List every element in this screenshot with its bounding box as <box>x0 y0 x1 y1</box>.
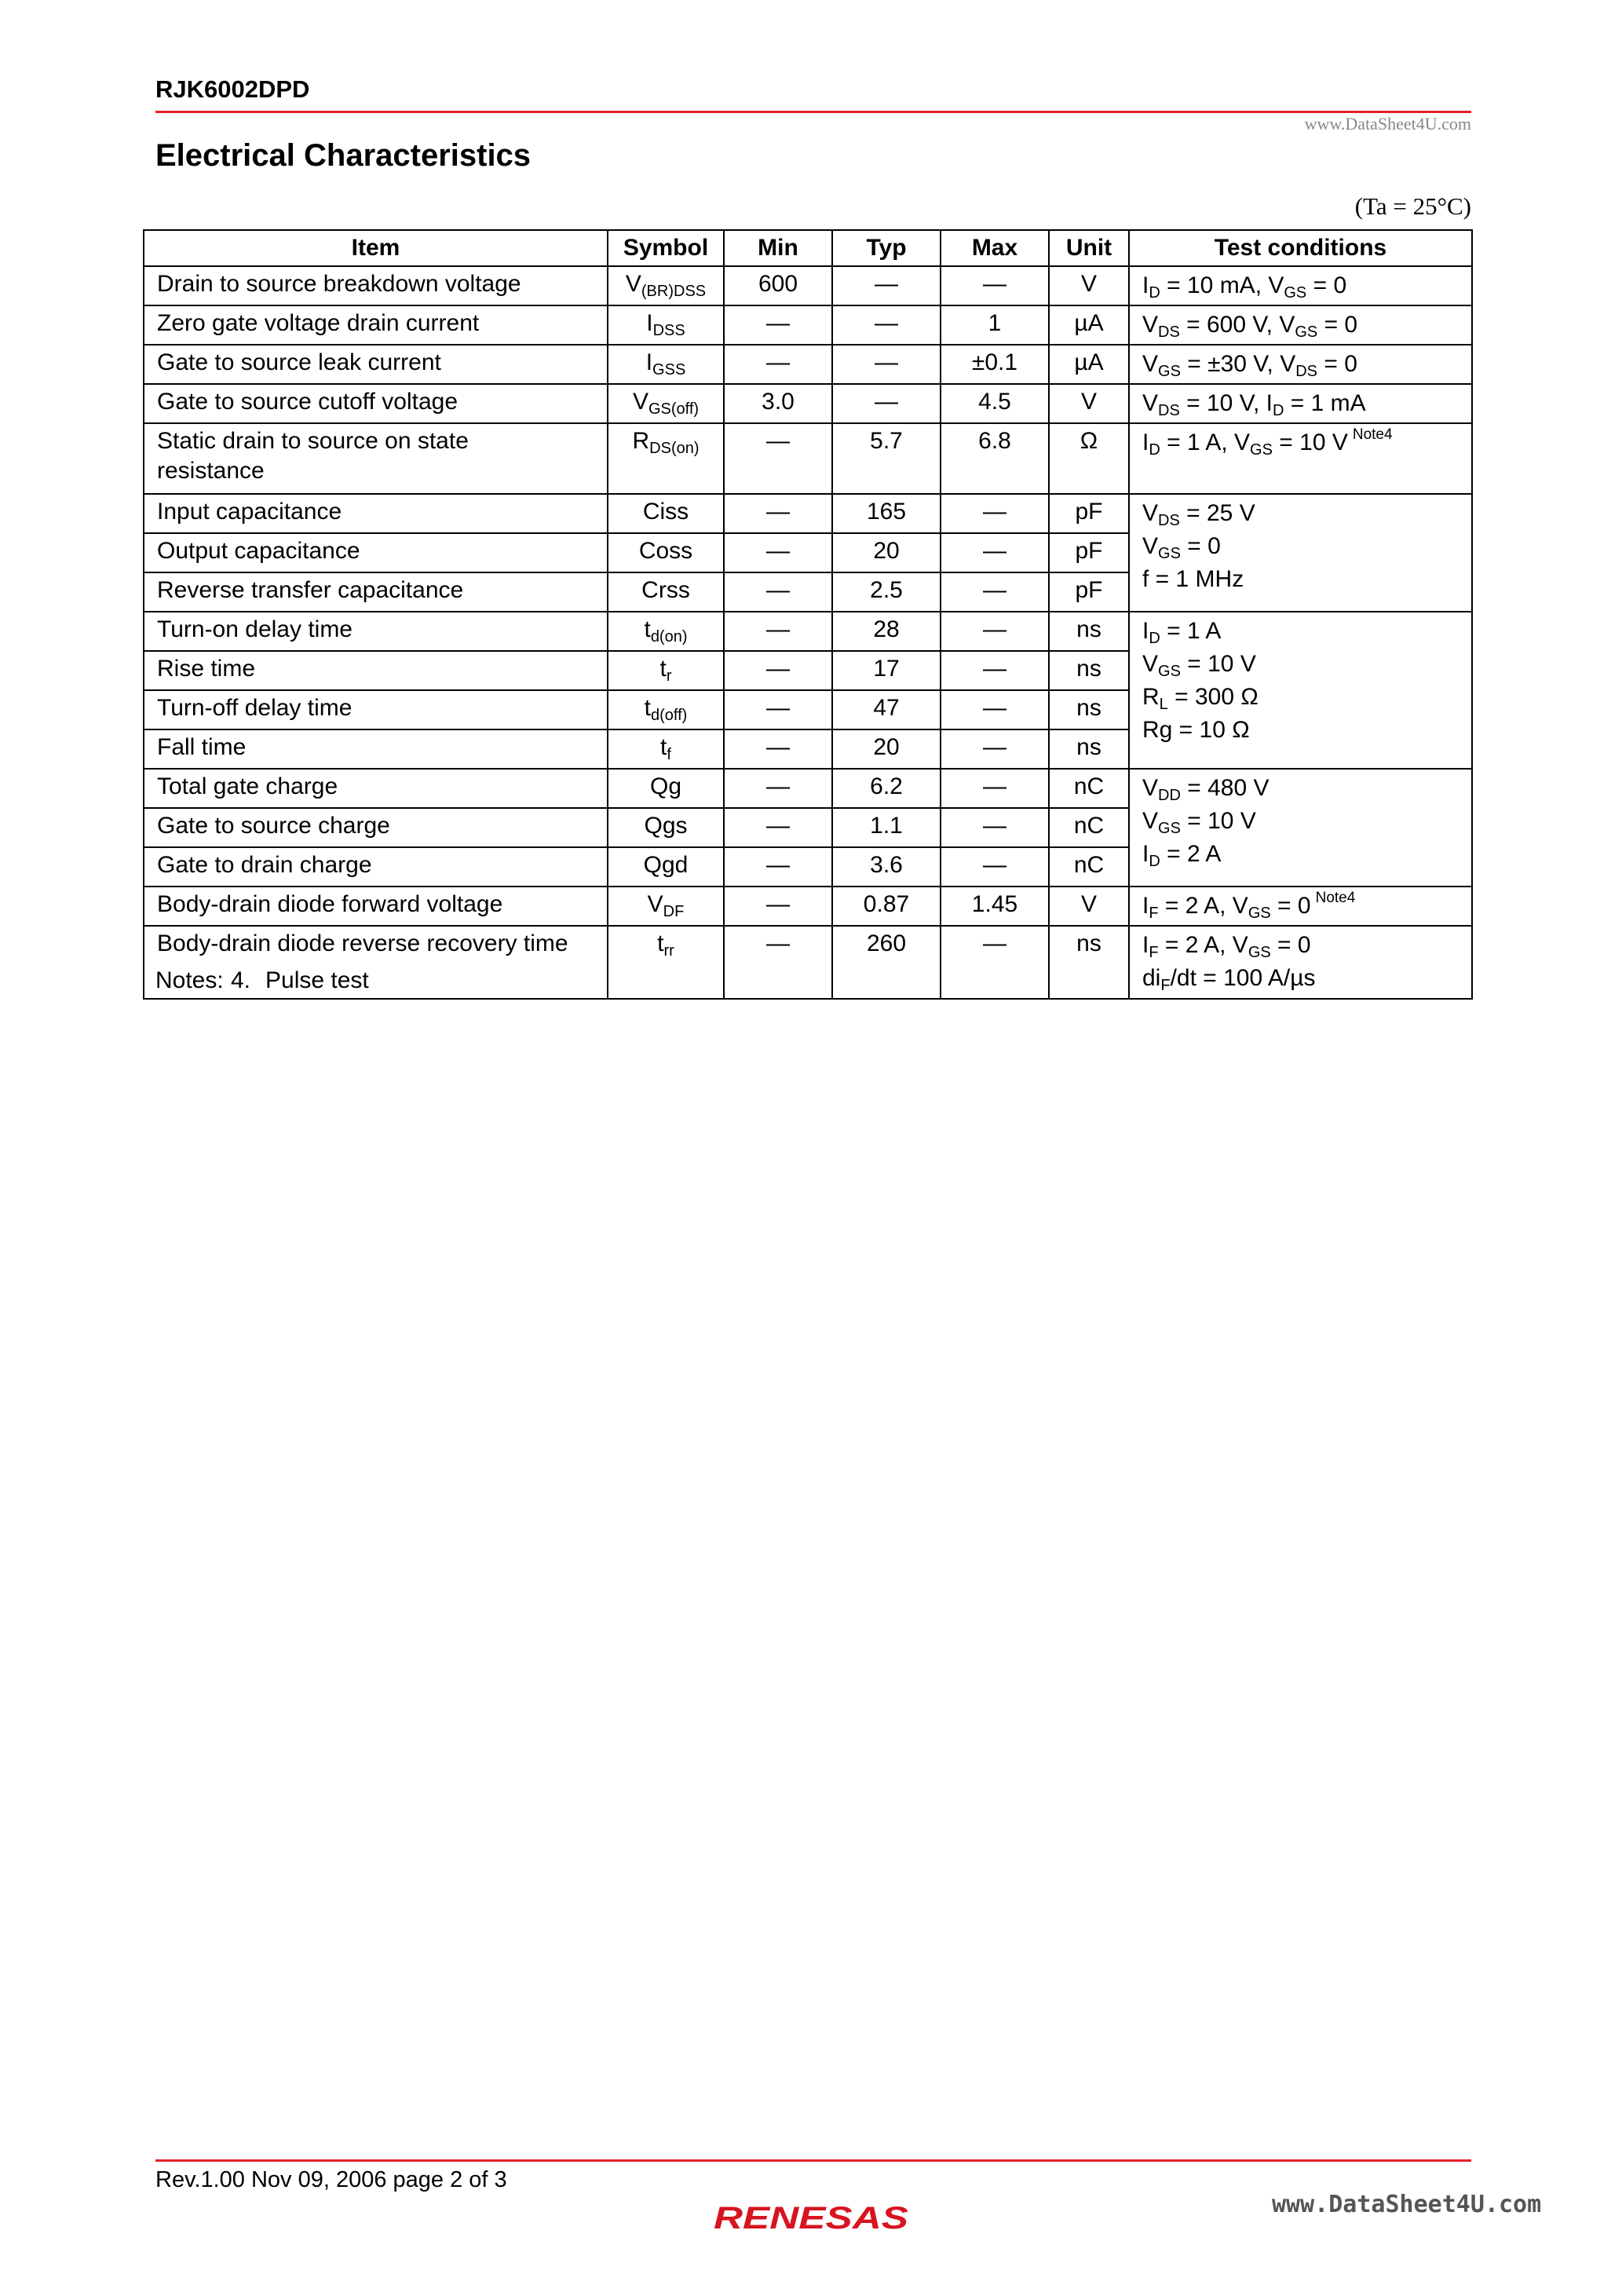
max-cell: — <box>941 651 1049 690</box>
table-row <box>144 612 1472 651</box>
unit-cell: ns <box>1049 651 1129 690</box>
temperature-condition: (Ta = 25°C) <box>1354 192 1471 220</box>
item-cell: Input capacitance <box>144 494 608 533</box>
min-cell: — <box>724 729 832 769</box>
symbol-cell: $t_r$ <box>608 651 724 690</box>
item-cell: Fall time <box>144 729 608 769</box>
symbol-cell: $t_{rr}$ <box>608 926 724 999</box>
unit-cell: pF <box>1049 572 1129 612</box>
symbol-cell: $V_{GS(off)}$ <box>608 384 724 423</box>
table-row <box>144 887 1472 926</box>
typ-cell: — <box>832 384 941 423</box>
max-cell: 6.8 <box>941 423 1049 494</box>
header-max: Max <box>941 230 1049 266</box>
watermark-bottom[interactable]: www.DataSheet4U.com <box>1272 2191 1542 2218</box>
item-cell: Drain to source breakdown voltage <box>144 266 608 305</box>
typ-cell: — <box>832 266 941 305</box>
max-cell: — <box>941 690 1049 729</box>
item-cell: Zero gate voltage drain current <box>144 305 608 345</box>
unit-cell: pF <box>1049 494 1129 533</box>
min-cell: — <box>724 494 832 533</box>
max-cell: — <box>941 808 1049 847</box>
typ-cell: 5.7 <box>832 423 941 494</box>
revision-info: Rev.1.00 Nov 09, 2006 page 2 of 3 <box>155 2167 507 2192</box>
typ-cell: — <box>832 345 941 384</box>
symbol-cell: Ciss <box>608 494 724 533</box>
typ-cell: 6.2 <box>832 769 941 808</box>
condition-cell: $I_F = 2$ A, $V_{GS} = 0$ $di_F/dt = 100$ A/µs <box>1129 926 1472 999</box>
item-cell: Gate to drain charge <box>144 847 608 887</box>
typ-cell: 20 <box>832 729 941 769</box>
min-cell: — <box>724 345 832 384</box>
condition-cell: $V_{DS} = 600$ V, $V_{GS} = 0$ <box>1129 305 1472 345</box>
notes <box>155 967 369 994</box>
symbol-cell: $t_{d(on)}$ <box>608 612 724 651</box>
min-cell: — <box>724 572 832 612</box>
typ-cell: 2.5 <box>832 572 941 612</box>
min-cell: — <box>724 423 832 494</box>
unit-cell: V <box>1049 887 1129 926</box>
unit-cell: V <box>1049 384 1129 423</box>
item-cell: Gate to source leak current <box>144 345 608 384</box>
electrical-characteristics-table <box>143 229 1473 1000</box>
unit-cell: µA <box>1049 305 1129 345</box>
typ-cell: 17 <box>832 651 941 690</box>
symbol-cell: Qgs <box>608 808 724 847</box>
typ-cell: 47 <box>832 690 941 729</box>
unit-cell: µA <box>1049 345 1129 384</box>
unit-cell: pF <box>1049 533 1129 572</box>
table-header-row <box>144 230 1472 266</box>
max-cell: — <box>941 572 1049 612</box>
note-ref: Note4 <box>1315 890 1356 906</box>
min-cell: — <box>724 533 832 572</box>
min-cell: — <box>724 651 832 690</box>
min-cell: — <box>724 847 832 887</box>
typ-cell: 20 <box>832 533 941 572</box>
unit-cell: ns <box>1049 926 1129 999</box>
max-cell: — <box>941 612 1049 651</box>
condition-cell: $I_D = 10$ mA, $V_{GS} = 0$ <box>1129 266 1472 305</box>
item-cell: Turn-off delay time <box>144 690 608 729</box>
table-row <box>144 345 1472 384</box>
item-cell: Reverse transfer capacitance <box>144 572 608 612</box>
item-cell: Total gate charge <box>144 769 608 808</box>
max-cell: — <box>941 494 1049 533</box>
typ-cell: — <box>832 305 941 345</box>
renesas-logo-text: RENESAS <box>714 2201 909 2236</box>
typ-cell: 3.6 <box>832 847 941 887</box>
max-cell: — <box>941 847 1049 887</box>
table-row <box>144 384 1472 423</box>
typ-cell: 260 <box>832 926 941 999</box>
section-title: Electrical Characteristics <box>155 138 532 173</box>
condition-cell: $V_{GS} = \pm 30$ V, $V_{DS} = 0$ <box>1129 345 1472 384</box>
notes-label: Notes: <box>155 967 224 993</box>
part-number: RJK6002DPD <box>155 75 310 103</box>
symbol-cell: $t_{d(off)}$ <box>608 690 724 729</box>
table-row <box>144 494 1472 533</box>
item-cell: Body-drain diode forward voltage <box>144 887 608 926</box>
header-test-conditions: Test conditions <box>1129 230 1472 266</box>
header-typ: Typ <box>832 230 941 266</box>
unit-cell: Ω <box>1049 423 1129 494</box>
condition-cell: $I_F = 2$ A, $V_{GS} = 0$ $^{Note4}$ <box>1129 887 1472 926</box>
item-cell: Gate to source cutoff voltage <box>144 384 608 423</box>
unit-cell: ns <box>1049 690 1129 729</box>
unit-cell: nC <box>1049 808 1129 847</box>
min-cell: — <box>724 612 832 651</box>
note-ref: Note4 <box>1352 426 1393 443</box>
max-cell: 4.5 <box>941 384 1049 423</box>
header-rule <box>155 111 1471 113</box>
symbol-cell: Qg <box>608 769 724 808</box>
min-cell: — <box>724 305 832 345</box>
max-cell: 1 <box>941 305 1049 345</box>
symbol-cell: Crss <box>608 572 724 612</box>
max-cell: 1.45 <box>941 887 1049 926</box>
max-cell: ±0.1 <box>941 345 1049 384</box>
watermark-top[interactable]: www.DataSheet4U.com <box>1304 114 1471 133</box>
symbol-cell: $V_{(BR)DSS}$ <box>608 266 724 305</box>
table-row <box>144 266 1472 305</box>
item-cell: Static drain to source on state resistance <box>144 423 608 494</box>
unit-cell: ns <box>1049 729 1129 769</box>
max-cell: — <box>941 266 1049 305</box>
unit-cell: nC <box>1049 769 1129 808</box>
unit-cell: nC <box>1049 847 1129 887</box>
note-text: Pulse test <box>265 967 369 993</box>
item-cell: Output capacitance <box>144 533 608 572</box>
item-cell: Rise time <box>144 651 608 690</box>
condition-cell: $V_{DS} = 25$ V $V_{GS} = 0$ f = 1 MHz <box>1129 494 1472 612</box>
symbol-cell: $I_{GSS}$ <box>608 345 724 384</box>
typ-cell: 1.1 <box>832 808 941 847</box>
header-item: Item <box>144 230 608 266</box>
condition-cell: $V_{DD} = 480$ V $V_{GS} = 10$ V $I_D = 2$ A <box>1129 769 1472 887</box>
condition-cell: $I_D = 1$ A, $V_{GS} = 10$ V $^{Note4}$ <box>1129 423 1472 494</box>
note-number: 4. <box>231 967 251 993</box>
min-cell: — <box>724 808 832 847</box>
item-cell: Body-drain diode reverse recovery time <box>144 926 608 999</box>
condition-cell: $V_{DS} = 10$ V, $I_D = 1$ mA <box>1129 384 1472 423</box>
min-cell: — <box>724 926 832 999</box>
symbol-cell: $R_{DS(on)}$ <box>608 423 724 494</box>
min-cell: — <box>724 887 832 926</box>
header-min: Min <box>724 230 832 266</box>
symbol-cell: $I_{DSS}$ <box>608 305 724 345</box>
condition-cell: $I_D = 1$ A $V_{GS} = 10$ V $R_L = 300$ Ω Rg = 10 Ω <box>1129 612 1472 769</box>
table-row <box>144 305 1472 345</box>
typ-cell: 0.87 <box>832 887 941 926</box>
typ-cell: 28 <box>832 612 941 651</box>
max-cell: — <box>941 769 1049 808</box>
symbol-cell: $V_{DF}$ <box>608 887 724 926</box>
max-cell: — <box>941 926 1049 999</box>
symbol-cell: Qgd <box>608 847 724 887</box>
min-cell: 3.0 <box>724 384 832 423</box>
unit-cell: V <box>1049 266 1129 305</box>
renesas-logo <box>711 2197 915 2236</box>
item-cell: Turn-on delay time <box>144 612 608 651</box>
item-cell: Gate to source charge <box>144 808 608 847</box>
min-cell: — <box>724 769 832 808</box>
max-cell: — <box>941 729 1049 769</box>
table-row <box>144 769 1472 808</box>
min-cell: 600 <box>724 266 832 305</box>
symbol-cell: $t_f$ <box>608 729 724 769</box>
max-cell: — <box>941 533 1049 572</box>
typ-cell: 165 <box>832 494 941 533</box>
footer-rule <box>155 2159 1471 2162</box>
table-row <box>144 423 1472 494</box>
header-unit: Unit <box>1049 230 1129 266</box>
header-symbol: Symbol <box>608 230 724 266</box>
unit-cell: ns <box>1049 612 1129 651</box>
symbol-cell: Coss <box>608 533 724 572</box>
min-cell: — <box>724 690 832 729</box>
